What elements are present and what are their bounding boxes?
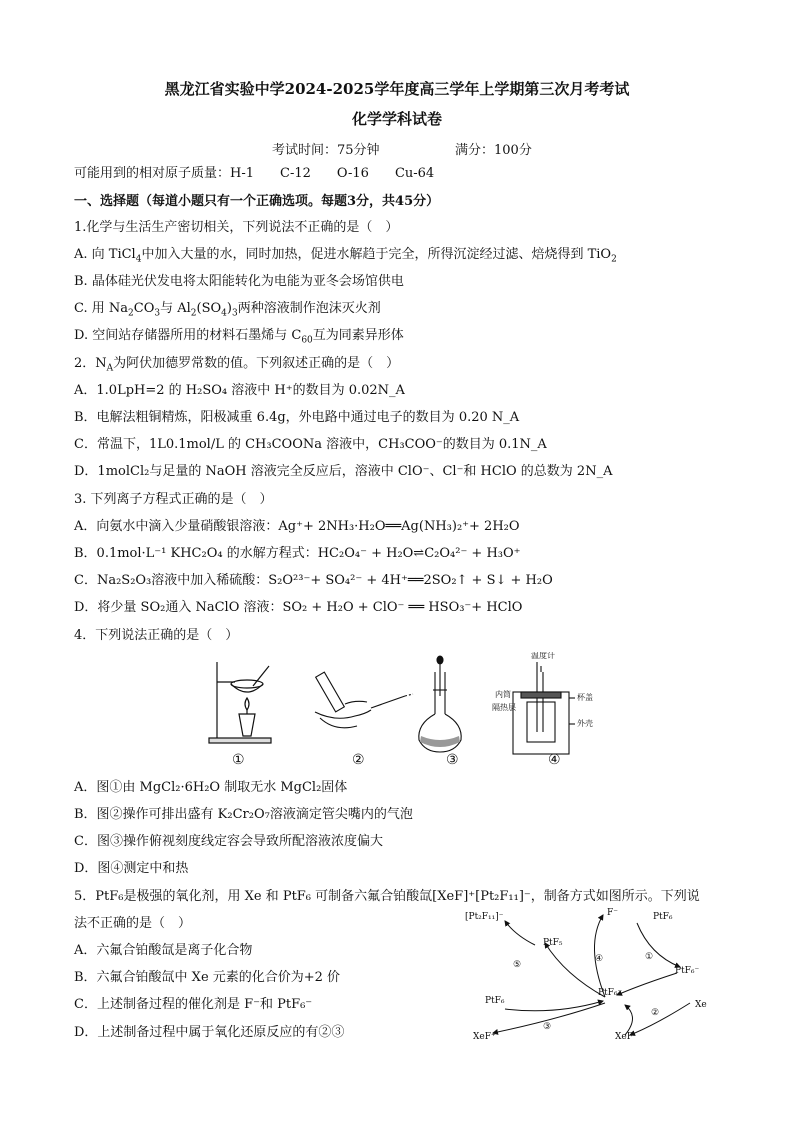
step-label-1: ① [645, 952, 654, 962]
q2-option-c: C．常温下，1L0.1mol/L 的 CH₃COONa 溶液中，CH₃COO⁻的数目为 0.1N_A [74, 437, 547, 452]
q3-option-a: A．向氨水中滴入少量硝酸银溶液：Ag⁺+ 2NH₃·H₂O══Ag(NH₃)₂⁺+ 2H₂O [74, 519, 520, 534]
cycle-label-ptf6-top: PtF₆ [653, 912, 673, 922]
step-label-4: ④ [595, 954, 604, 964]
cycle-label-xef: XeF [615, 1032, 633, 1042]
q5-option-a: A．六氟合铂酸氙是离子化合物 [74, 943, 253, 958]
q5-stem-2: 法不正确的是（ ） [74, 916, 192, 931]
step-label-5: ⑤ [513, 960, 522, 970]
q1-option-d: D. 空间站存储器所用的材料石墨烯与 $C_{60}$互为同素异形体 [74, 328, 404, 346]
fig-label-4: ④ [548, 752, 561, 768]
q5-option-d: D．上述制备过程中属于氧化还原反应的有②③ [74, 1025, 345, 1040]
cycle-label-pt2f11: [Pt₂F₁₁]⁻ [465, 912, 504, 922]
q2-option-a: A．1.0LpH=2 的 H₂SO₄ 溶液中 H⁺的数目为 0.02N_A [74, 383, 405, 398]
q1-option-a: A. 向 TiCl$_4$中加入大量的水，同时加热，促进水解趋于完全，所得沉淀经过滤、焙烧得到 TiO$_2$ [74, 247, 617, 265]
step-label-2: ② [651, 1008, 660, 1018]
fig-label-3: ③ [446, 752, 459, 768]
q5-option-c: C．上述制备过程的催化剂是 F⁻和 PtF₆⁻ [74, 997, 313, 1012]
calorimeter [492, 652, 593, 754]
label-inner: 内筒 [495, 690, 511, 699]
q3-option-b: B．0.1mol·L⁻¹ KHC₂O₄ 的水解方程式：HC₂O₄⁻ + H₂O⇌C₂O₄²⁻ + H₃O⁺ [74, 546, 521, 561]
label-thermometer: 温度计 [531, 652, 555, 660]
q4-option-d: D．图④测定中和热 [74, 861, 189, 876]
section-heading: 一、选择题（每道小题只有一个正确选项。每题3分，共45分） [74, 194, 440, 209]
cycle-label-ptf6-minus-center: PtF₆⁻ [598, 988, 623, 998]
q1-option-c: C. 用 $Na_2CO_3$与 $Al_2(SO_4)_3$两种溶液制作泡沫灭火剂 [74, 301, 381, 319]
q2-option-b: B．电解法粗铜精炼，阳极减重 6.4g，外电路中通过电子的数目为 0.20 N_A [74, 410, 520, 425]
q2-stem: 2．$N_A$为阿伏加德罗常数的值。下列叙述正确的是（ ） [74, 356, 400, 374]
q3-stem: 3. 下列离子方程式正确的是（ ） [74, 492, 273, 507]
q4-option-c: C．图③操作俯视刻度线定容会导致所配溶液浓度偏大 [74, 834, 383, 849]
exam-score: 满分：100分 [455, 143, 532, 158]
cycle-label-xef-plus: XeF⁺ [473, 1032, 496, 1042]
exam-title: 黑龙江省实验中学2024-2025学年度高三学年上学期第三次月考考试 [164, 80, 630, 98]
label-outer: 外壳 [577, 719, 593, 728]
burette-operation [315, 672, 413, 728]
label-insulation: 隔热层 [492, 703, 516, 712]
cycle-label-ptf6-left: PtF₆ [485, 996, 505, 1006]
fig-label-2: ② [352, 752, 365, 768]
q1-stem: 1.化学与生活生产密切相关，下列说法不正确的是（ ） [74, 220, 399, 235]
q2-option-d: D．1molCl₂与足量的 NaOH 溶液完全反应后，溶液中 ClO⁻、Cl⁻和 HClO 的总数为 2N_A [74, 464, 613, 479]
evaporation-apparatus [209, 662, 271, 743]
q1-option-b: B. 晶体硅光伏发电将太阳能转化为电能为亚冬会场馆供电 [74, 274, 404, 289]
fig-label-1: ① [232, 752, 245, 768]
cycle-label-xe: Xe [695, 1000, 707, 1010]
q4-stem: 4．下列说法正确的是（ ） [74, 628, 239, 643]
q5-stem-1: 5．PtF₆是极强的氧化剂，用 Xe 和 PtF₆ 可制备六氟合铂酸氙[XeF]⁺[Pt₂F₁₁]⁻，制备方式如图所示。下列说 [74, 889, 700, 904]
q3-option-d: D．将少量 SO₂通入 NaClO 溶液：SO₂ + H₂O + ClO⁻ ══ HSO₃⁻+ HClO [74, 600, 523, 615]
cycle-label-ptf5: PtF₅ [543, 938, 563, 948]
volumetric-flask [419, 656, 461, 752]
exam-subtitle: 化学学科试卷 [351, 110, 442, 128]
apparatus-figures [195, 652, 595, 770]
q4-option-a: A．图①由 MgCl₂·6H₂O 制取无水 MgCl₂固体 [74, 780, 348, 795]
atomic-masses: 可能用到的相对原子质量：H-1 C-12 O-16 Cu-64 [74, 166, 435, 181]
cycle-label-f: F⁻ [607, 908, 618, 918]
cycle-label-ptf6-minus-right: PtF₆⁻ [675, 966, 700, 976]
q4-option-b: B．图②操作可排出盛有 K₂Cr₂O₇溶液滴定管尖嘴内的气泡 [74, 807, 413, 822]
q3-option-c: C．Na₂S₂O₃溶液中加入稀硫酸：S₂O²³⁻+ SO₄²⁻ + 4H⁺══2SO₂↑ + S↓ + H₂O [74, 573, 553, 588]
q5-option-b: B．六氟合铂酸氙中 Xe 元素的化合价为+2 价 [74, 970, 341, 985]
label-lid: 杯盖 [577, 693, 593, 702]
exam-time: 考试时间：75分钟 [272, 143, 380, 158]
step-label-3: ③ [543, 1022, 552, 1032]
reaction-cycle-diagram [465, 905, 730, 1045]
